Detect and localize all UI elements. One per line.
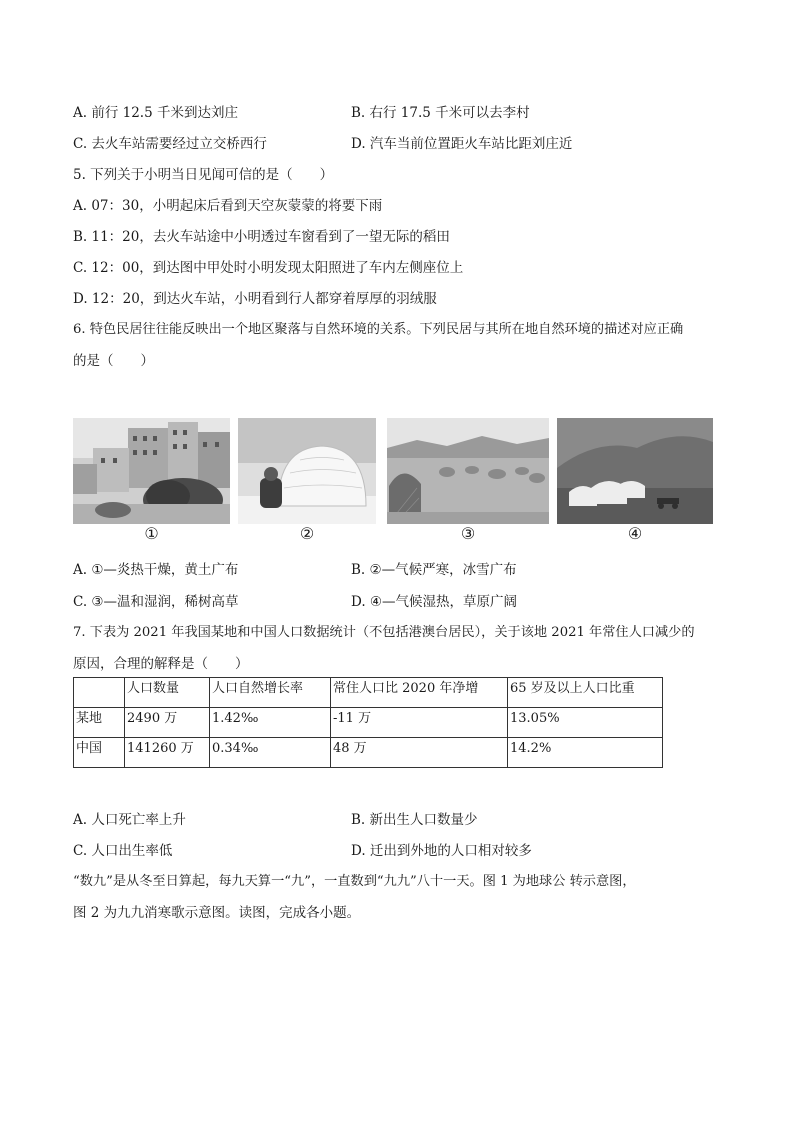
table-header-cell: 65 岁及以上人口比重 xyxy=(508,678,663,708)
table-header-cell xyxy=(74,678,125,708)
table-cell: 141260 万 xyxy=(125,738,210,768)
photo-grass-huts xyxy=(387,418,549,524)
table-cell: 某地 xyxy=(74,708,125,738)
q6-option-a: A. ①—炎热干燥，黄土广布 xyxy=(73,562,239,578)
q6-option-c: C. ③—温和湿润，稀树高草 xyxy=(73,594,239,610)
photo-label-3: ③ xyxy=(460,524,476,543)
q4-option-c: C. 去火车站需要经过立交桥西行 xyxy=(73,136,267,152)
q6-option-b: B. ②—气候严寒，冰雪广布 xyxy=(351,562,517,578)
q7-stem-line2: 原因，合理的解释是（ ） xyxy=(73,656,249,672)
q4-option-d: D. 汽车当前位置距火车站比距刘庄近 xyxy=(351,136,573,152)
table-row xyxy=(74,738,663,768)
q7-option-a: A. 人口死亡率上升 xyxy=(73,812,186,828)
q6-stem-line1: 6. 特色民居往往能反映出一个地区聚落与自然环境的关系。下列民居与其所在地自然环境的描述对应正确 xyxy=(73,322,684,337)
table-cell: 48 万 xyxy=(331,738,508,768)
table-header-cell: 常住人口比 2020 年净增 xyxy=(331,678,508,708)
photo-label-2: ② xyxy=(299,524,315,543)
q7-option-b: B. 新出生人口数量少 xyxy=(351,812,478,828)
photo-igloo xyxy=(238,418,376,524)
q6-option-d: D. ④—气候湿热，草原广阔 xyxy=(351,594,518,610)
table-header-row xyxy=(74,678,663,708)
photo-mudbrick-houses xyxy=(73,418,230,524)
q6-stem-line2: 的是（ ） xyxy=(73,353,154,369)
q5-option-a: A. 07：30，小明起床后看到天空灰蒙蒙的将要下雨 xyxy=(73,198,383,214)
photo-label-4: ④ xyxy=(627,524,643,543)
table-cell: 14.2% xyxy=(508,738,663,768)
table-cell: 0.34‰ xyxy=(210,738,331,768)
photo-yurts xyxy=(557,418,713,524)
table-cell: 1.42‰ xyxy=(210,708,331,738)
table-cell: -11 万 xyxy=(331,708,508,738)
table-cell: 13.05% xyxy=(508,708,663,738)
q7-option-d: D. 迁出到外地的人口相对较多 xyxy=(351,843,532,859)
dwelling-photos xyxy=(73,418,713,544)
population-table xyxy=(73,677,663,768)
q7-stem-line1: 7. 下表为 2021 年我国某地和中国人口数据统计（不包括港澳台居民），关于该地 2021 年常住人口减少的 xyxy=(73,625,695,640)
photo-label-1: ① xyxy=(144,524,159,543)
table-header-cell: 人口自然增长率 xyxy=(210,678,331,708)
intro-line2: 图 2 为九九消寒歌示意图。读图，完成各小题。 xyxy=(73,905,361,921)
table-header-cell: 人口数量 xyxy=(125,678,210,708)
q5-option-c: C. 12：00，到达图中甲处时小明发现太阳照进了车内左侧座位上 xyxy=(73,260,464,276)
q4-option-a: A. 前行 12.5 千米到达刘庄 xyxy=(73,105,238,121)
q4-option-b: B. 右行 17.5 千米可以去李村 xyxy=(351,105,530,121)
q5-stem: 5. 下列关于小明当日见闻可信的是（ ） xyxy=(73,167,334,183)
q5-option-d: D. 12：20，到达火车站，小明看到行人都穿着厚厚的羽绒服 xyxy=(73,291,437,307)
table-cell: 中国 xyxy=(74,738,125,768)
q5-option-b: B. 11：20，去火车站途中小明透过车窗看到了一望无际的稻田 xyxy=(73,229,450,245)
table-row xyxy=(74,708,663,738)
q7-option-c: C. 人口出生率低 xyxy=(73,843,173,859)
intro-line1: “数九”是从冬至日算起，每九天算一“九”，一直数到“九九”八十一天。图 1 为地球公 转示意图， xyxy=(73,874,636,889)
table-cell: 2490 万 xyxy=(125,708,210,738)
